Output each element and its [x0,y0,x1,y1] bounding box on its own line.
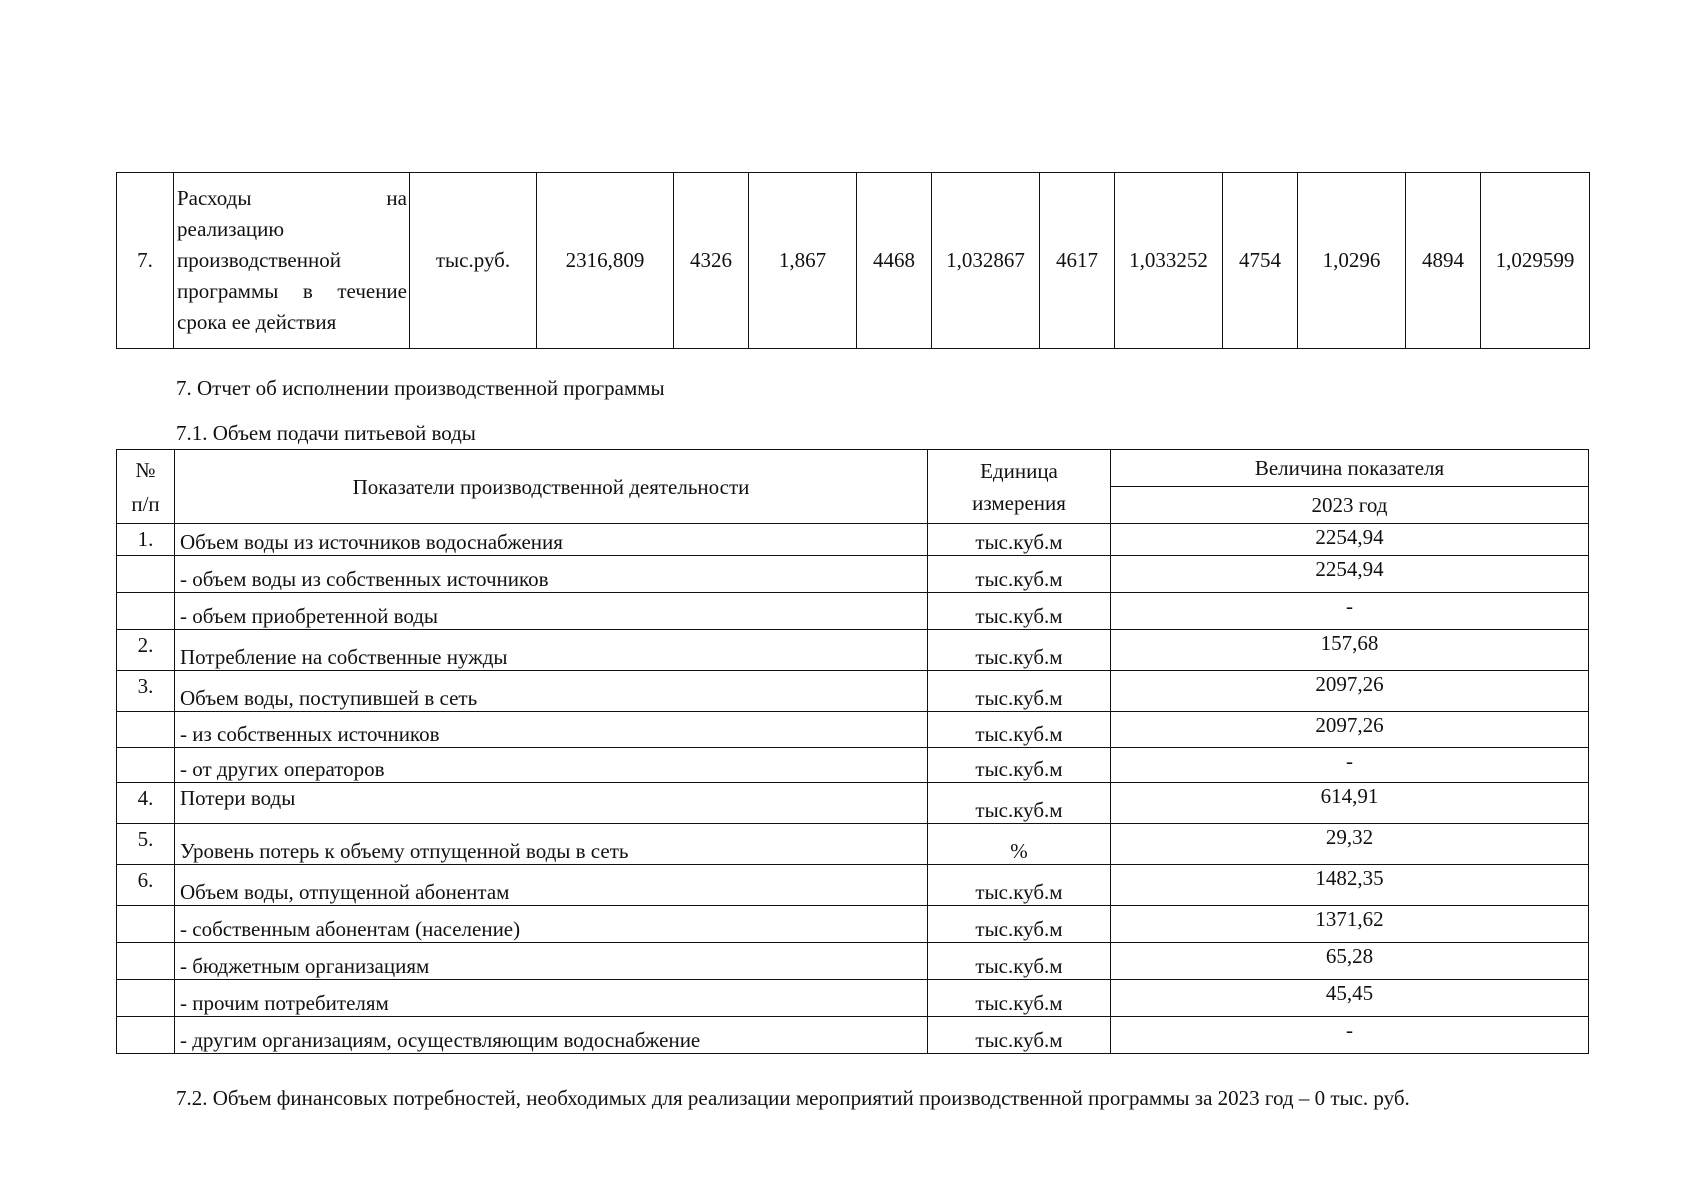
row-value: 614,91 [1111,783,1589,824]
row-unit: тыс.куб.м [928,1017,1111,1054]
section-title: 7. Отчет об исполнении производственной программы [176,376,665,400]
row-unit: тыс.куб.м [928,906,1111,943]
header-value-group: Величина показателя [1111,450,1589,487]
row-indicator: - прочим потребителям [175,980,928,1017]
row-unit: тыс.куб.м [928,783,1111,824]
header-year: 2023 год [1111,487,1589,524]
table-header-row [117,450,1589,487]
row-indicator: Объем воды из источников водоснабжения [175,524,928,556]
row-value: - [1111,748,1589,783]
row-unit: тыс.куб.м [928,980,1111,1017]
table-row [117,671,1589,712]
table-row [117,783,1589,824]
row-unit: тыс.куб.м [928,943,1111,980]
row-unit: % [928,824,1111,865]
row-number: 7. [117,173,174,349]
table-row [117,865,1589,906]
header-unit-line1: Единица [980,458,1058,483]
row-value: 2097,26 [1111,671,1589,712]
row-unit: тыс.куб.м [928,630,1111,671]
row-unit: тыс.куб.м [928,524,1111,556]
row-indicator: - собственным абонентам (население) [175,906,928,943]
row-unit: тыс.куб.м [928,556,1111,593]
row-indicator: - от других операторов [175,748,928,783]
row-number [117,556,175,593]
row-unit: тыс.куб.м [928,865,1111,906]
description-line: Расходы на [177,186,407,210]
table-row [117,943,1589,980]
row-number: 2. [117,630,175,671]
row-indicator: - объем приобретенной воды [175,593,928,630]
row-value: 1,032867 [932,173,1040,349]
row-value: 1,029599 [1481,173,1590,349]
row-number [117,906,175,943]
row-value: 29,32 [1111,824,1589,865]
expenses-table [116,172,1590,349]
row-value: 1,033252 [1115,173,1223,349]
table-row [117,712,1589,748]
table-row [117,593,1589,630]
row-indicator: - из собственных источников [175,712,928,748]
row-value: 2254,94 [1111,524,1589,556]
description-line: производственной [177,248,341,272]
row-value: - [1111,1017,1589,1054]
table-row [117,630,1589,671]
row-number: 4. [117,783,175,824]
row-value: 4754 [1223,173,1298,349]
row-indicator: - бюджетным организациям [175,943,928,980]
row-unit: тыс.руб. [410,173,537,349]
row-value: 4894 [1406,173,1481,349]
row-value: 45,45 [1111,980,1589,1017]
row-value: 1482,35 [1111,865,1589,906]
header-unit-line2: измерения [972,490,1066,515]
row-description [174,173,410,349]
subsection-title: 7.1. Объем подачи питьевой воды [176,421,476,445]
row-number: 5. [117,824,175,865]
water-supply-table [116,449,1589,1054]
row-unit: тыс.куб.м [928,748,1111,783]
row-value: 4468 [857,173,932,349]
table-row [117,906,1589,943]
row-value: 1,0296 [1298,173,1406,349]
header-number-line2: п/п [131,491,160,516]
row-indicator: Уровень потерь к объему отпущенной воды в сеть [175,824,928,865]
row-indicator: - другим организациям, осуществляющим водоснабжение [175,1017,928,1054]
table-row [117,824,1589,865]
row-number [117,593,175,630]
row-indicator: Объем воды, поступившей в сеть [175,671,928,712]
row-value: 4617 [1040,173,1115,349]
row-value: - [1111,593,1589,630]
row-number: 3. [117,671,175,712]
row-value: 4326 [674,173,749,349]
row-indicator: Потребление на собственные нужды [175,630,928,671]
table-row [117,980,1589,1017]
header-number-line1: № [135,457,156,482]
paragraph-7-2: 7.2. Объем финансовых потребностей, необходимых для реализации мероприятий производственной программы за 2023 год – 0 тыс. руб. [176,1086,1410,1110]
header-indicator: Показатели производственной деятельности [175,450,928,524]
description-line: реализацию [177,217,285,241]
row-value: 2316,809 [537,173,674,349]
row-value: 65,28 [1111,943,1589,980]
row-value: 157,68 [1111,630,1589,671]
row-indicator: - объем воды из собственных источников [175,556,928,593]
description-line: срока ее действия [177,310,337,334]
row-number [117,980,175,1017]
row-value: 2097,26 [1111,712,1589,748]
header-unit [928,450,1111,524]
row-value: 2254,94 [1111,556,1589,593]
table-row [117,556,1589,593]
row-unit: тыс.куб.м [928,671,1111,712]
header-number [117,450,175,524]
table-row [117,524,1589,556]
row-number: 1. [117,524,175,556]
row-indicator: Объем воды, отпущенной абонентам [175,865,928,906]
table-row [117,173,1590,349]
row-number [117,712,175,748]
row-indicator: Потери воды [175,783,928,824]
table-row [117,748,1589,783]
row-number [117,943,175,980]
row-value: 1371,62 [1111,906,1589,943]
row-value: 1,867 [749,173,857,349]
row-unit: тыс.куб.м [928,593,1111,630]
table-row [117,1017,1589,1054]
row-number [117,1017,175,1054]
row-number: 6. [117,865,175,906]
row-number [117,748,175,783]
description-line: программы в течение [177,279,407,303]
row-unit: тыс.куб.м [928,712,1111,748]
